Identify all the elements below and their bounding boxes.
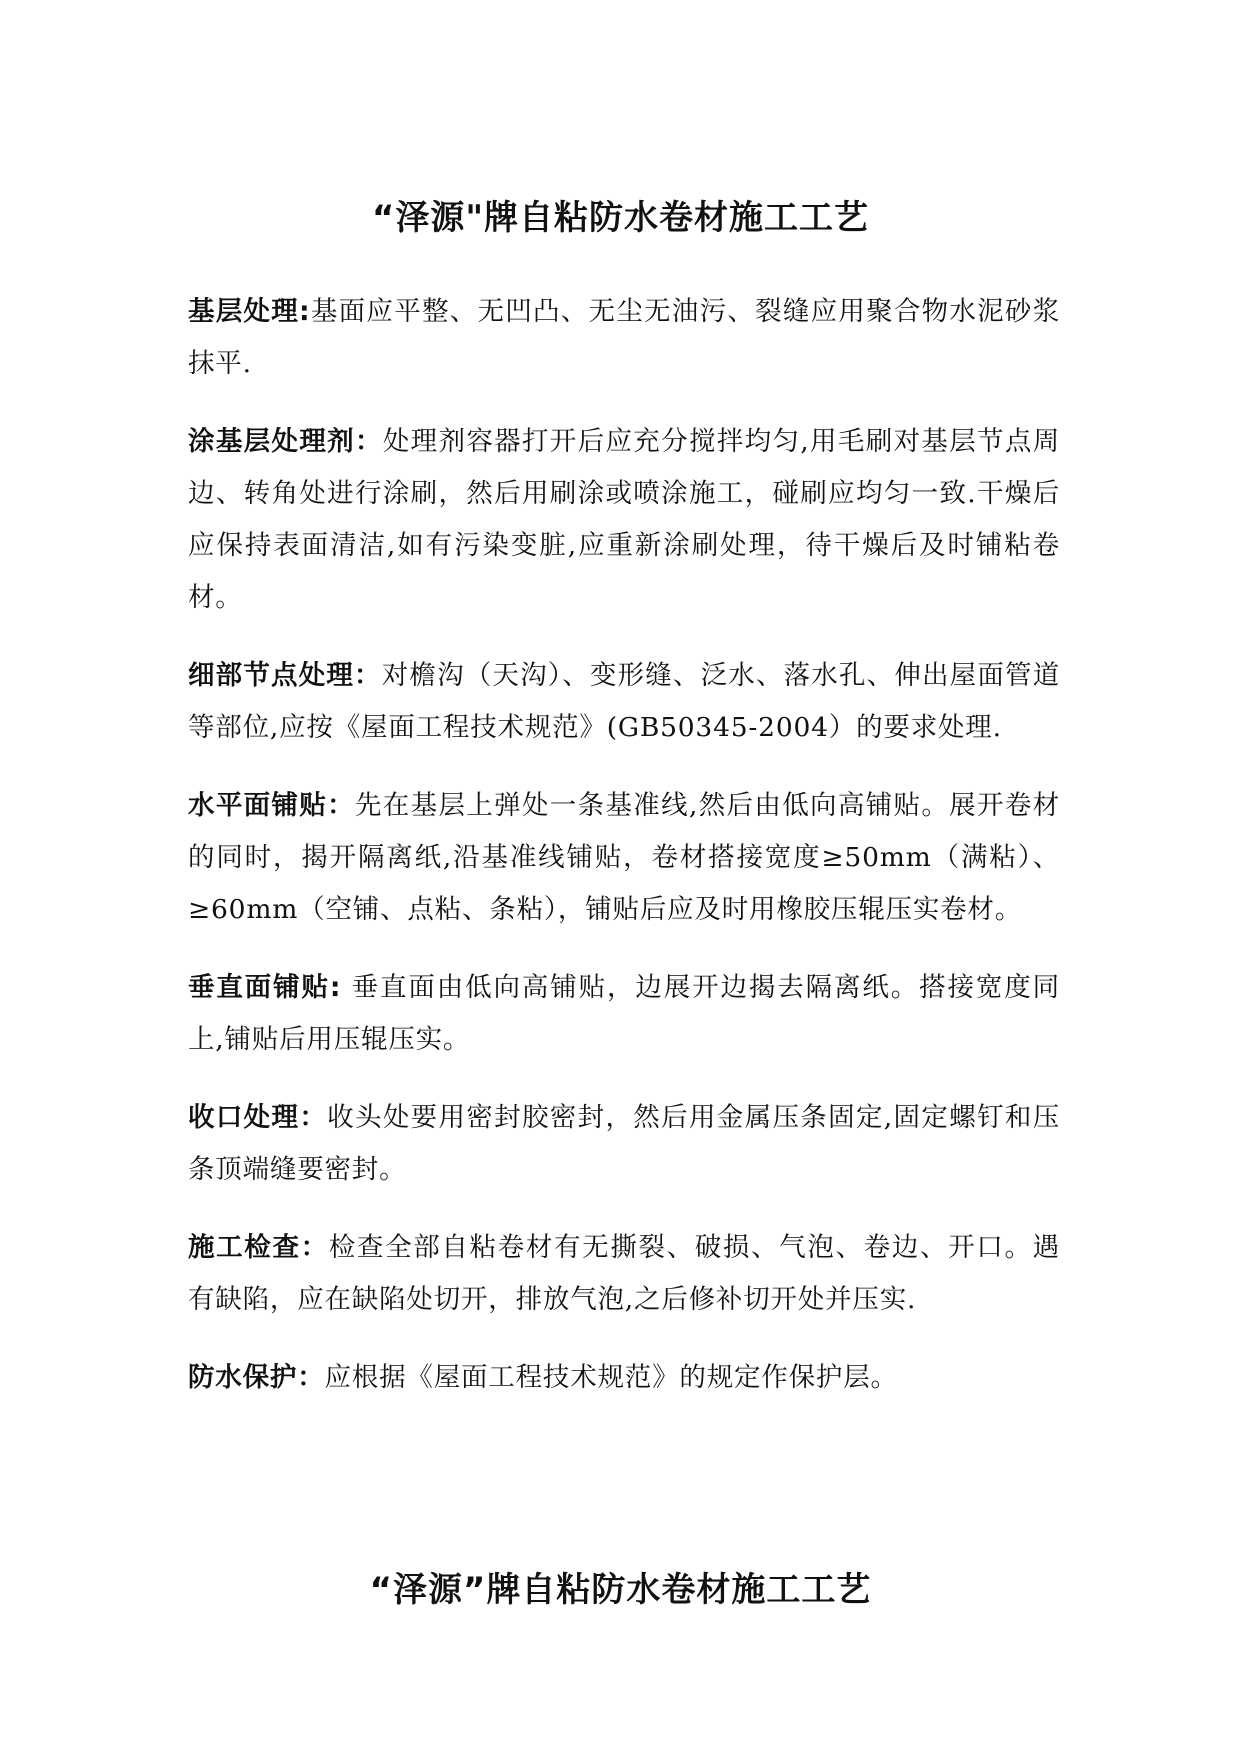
section-detail-nodes xyxy=(188,650,1060,754)
section-protection xyxy=(188,1352,1060,1404)
section-label: 防水保护： xyxy=(188,1362,325,1393)
section-text: 先在基层上弹处一条基准线,然后由低向高铺贴。展开卷材的同时，揭开隔离纸,沿基准线铺贴，卷材搭接宽度≥50mm（满粘）、≥60mm（空铺、点粘、条粘），铺贴后应及时用橡胶压辊压实卷材。 xyxy=(188,790,1060,925)
repeated-document-title: “泽源”牌自粘防水卷材施工工艺 xyxy=(369,1570,872,1610)
section-label: 细部节点处理： xyxy=(188,660,382,691)
section-horizontal-laying xyxy=(188,780,1060,936)
section-text: 对檐沟（天沟）、变形缝、泛水、落水孔、伸出屋面管道等部位,应按《屋面工程技术规范》(GB50345-2004）的要求处理. xyxy=(188,660,1060,743)
section-edge-sealing xyxy=(188,1092,1060,1196)
document-title: “泽源"牌自粘防水卷材施工工艺 xyxy=(371,198,870,238)
section-text: 收头处要用密封胶密封，然后用金属压条固定,固定螺钉和压条顶端缝要密封。 xyxy=(188,1102,1060,1185)
document-body xyxy=(188,286,1060,1430)
section-vertical-laying xyxy=(188,962,1060,1066)
section-label: 收口处理： xyxy=(188,1102,328,1133)
section-inspection xyxy=(188,1222,1060,1326)
section-label: 垂直面铺贴: xyxy=(188,972,342,1003)
section-label: 基层处理: xyxy=(188,296,311,327)
section-text: 应根据《屋面工程技术规范》的规定作保护层。 xyxy=(324,1362,898,1393)
section-text: 垂直面由低向高铺贴，边展开边揭去隔离纸。搭接宽度同上,铺贴后用压辊压实。 xyxy=(188,972,1060,1055)
section-text: 检查全部自粘卷材有无撕裂、破损、气泡、卷边、开口。遇有缺陷，应在缺陷处切开，排放气泡,之后修补切开处并压实. xyxy=(188,1232,1060,1315)
section-text: 处理剂容器打开后应充分搅拌均匀,用毛刷对基层节点周边、转角处进行涂刷，然后用刷涂或喷涂施工，碰刷应均匀一致.干燥后应保持表面清洁,如有污染变脏,应重新涂刷处理，待干燥后及时铺粘卷材。 xyxy=(188,426,1060,613)
section-primer xyxy=(188,416,1060,624)
section-label: 涂基层处理剂： xyxy=(188,426,383,457)
section-base-treatment xyxy=(188,286,1060,390)
section-label: 水平面铺贴： xyxy=(188,790,355,821)
section-label: 施工检查： xyxy=(188,1232,329,1263)
section-text: 基面应平整、无凹凸、无尘无油污、裂缝应用聚合物水泥砂浆抹平. xyxy=(188,296,1060,379)
